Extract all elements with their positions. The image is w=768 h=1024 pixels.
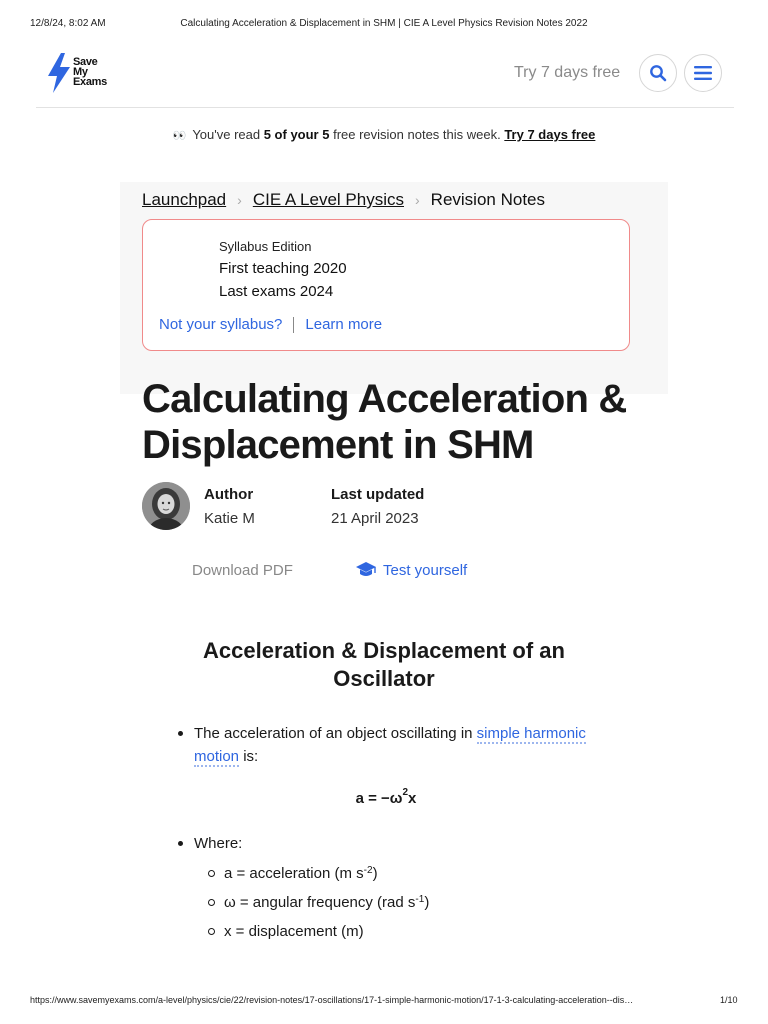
first-teaching: First teaching 2020 [219,260,347,277]
avatar [142,482,190,530]
article-actions [0,560,768,582]
last-exams: Last exams 2024 [219,283,334,300]
print-url: https://www.savemyexams.com/a-level/physics/cie/22/revision-notes/17-oscillations/17-1-simple-harmonic-motion/17-1-3-calculating-acceleration--dis… [30,995,634,1005]
download-pdf-button[interactable]: Download PDF [192,562,293,579]
breadcrumb [142,188,545,212]
syllabus-links [159,316,382,333]
syllabus-edition-label: Syllabus Edition [219,239,312,254]
last-updated-date: 21 April 2023 [331,510,419,527]
link-divider [293,317,294,333]
list-item: The acceleration of an object oscillating in simple harmonic motion is: [176,722,596,768]
menu-button[interactable] [684,54,722,92]
breadcrumb-cie-a-level-physics[interactable]: CIE A Level Physics [252,190,404,209]
logo[interactable] [46,52,126,96]
eyes-icon: 👀 [172,130,185,142]
definition-acceleration: a = acceleration (m $s^{-2}$) [176,862,596,891]
site-header [36,50,734,108]
search-icon [649,64,667,82]
definitions-list [176,862,596,949]
hamburger-menu-icon [694,66,712,80]
notice-try-free-link[interactable]: Try 7 days free [504,127,596,142]
author-row [142,482,542,534]
notes-count: 5 of your 5 [263,127,330,142]
article-content [176,722,596,949]
breadcrumb-launchpad[interactable]: Launchpad [142,190,227,209]
simple-harmonic-motion-link[interactable]: simple harmonic motion [194,725,586,765]
lightning-bolt-icon [46,52,72,94]
search-button[interactable] [639,54,677,92]
definition-angular-frequency: ω = angular frequency (rad $s^{-1}$) [176,891,596,920]
breadcrumb-current: Revision Notes [430,190,545,209]
print-header [0,18,768,34]
author-photo [142,482,190,530]
chevron-right-icon: › [415,192,420,208]
chevron-right-icon: › [237,192,242,208]
author-name: Katie M [204,510,255,527]
acceleration-equation: $a = -\omega^2x$ [355,787,417,807]
last-updated-label: Last updated [331,486,425,503]
print-page-number: 1/10 [720,995,738,1005]
print-footer [0,995,768,1009]
page-title: Calculating Acceleration & Displacement in SHM [142,377,627,467]
try-free-link[interactable]: Try 7 days free [514,64,621,81]
test-yourself-button[interactable]: Test yourself [355,561,467,579]
print-date: 12/8/24, 8:02 AM [30,18,106,29]
print-title: Calculating Acceleration & Displacement in SHM | CIE A Level Physics Revision Notes 2022 [180,18,588,29]
syllabus-edition-box [142,219,630,351]
section-heading: Acceleration & Displacement of an Oscillator [203,638,565,691]
author-label: Author [204,486,254,503]
definition-displacement: x = displacement (m) [176,920,596,949]
list-item: Where: [176,832,596,855]
graduation-cap-icon [355,561,377,579]
free-notes-notice: 👀 You've read 5 of your 5 free revision notes this week. Try 7 days free [172,127,596,142]
logo-text: Save My Exams [73,56,107,88]
not-your-syllabus-link[interactable]: Not your syllabus? [159,316,283,333]
learn-more-link[interactable]: Learn more [305,316,383,333]
